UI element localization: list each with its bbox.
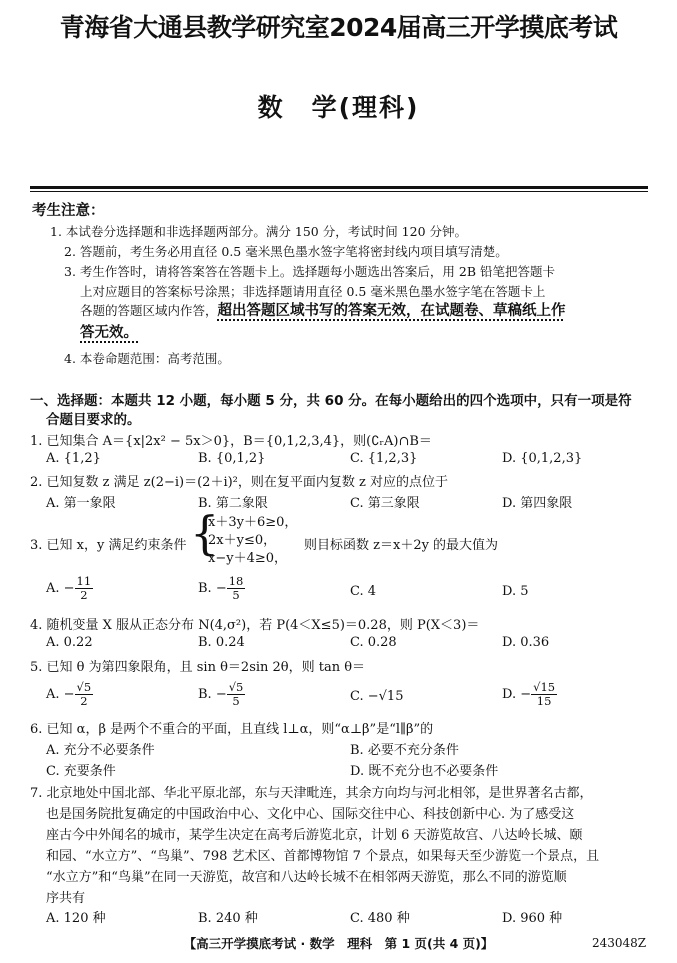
numerator: √5 [228, 680, 244, 694]
question-4-option-c: C. 0.28 [350, 635, 397, 650]
question-7-line-6: 序共有 [46, 891, 86, 906]
notice-item-3-line-2: 上对应题目的答案标号涂黑；非选择题请用直径 0.5 毫米黑色墨水签字笔在答题卡上 [80, 284, 546, 299]
question-1-option-b: B. {0,1,2} [198, 451, 266, 466]
notice-item-3-emphasis-end: 答无效。 [80, 325, 138, 341]
question-7-line-2: 也是国务院批复确定的中国政治中心、文化中心、国际交往中心、科技创新中心. 为了感受这 [46, 807, 575, 822]
notice-item-1: 1. 本试卷分选择题和非选择题两部分。满分 150 分，考试时间 120 分钟。 [50, 224, 468, 239]
fraction [227, 575, 246, 602]
question-2-option-a: A. 第一象限 [46, 496, 116, 511]
notice-item-2: 2. 答题前，考生务必用直径 0.5 毫米黑色墨水签字笔将密封线内项目填写清楚。 [64, 244, 508, 259]
question-7-line-4: 和园、“水立方”、“鸟巢”、798 艺术区、首都博物馆 7 个景点，如果每天至少游览一个景点，且 [46, 849, 600, 864]
question-7-option-d: D. 960 种 [502, 911, 563, 926]
question-1-option-d: D. {0,1,2,3} [502, 451, 583, 466]
notice-heading: 考生注意： [32, 203, 105, 219]
page-footer: 【高三开学摸底考试 · 数学 理科 第 1 页(共 4 页)】 [183, 936, 494, 951]
header-divider-thin [30, 191, 648, 192]
question-3-stem-pre: 3. 已知 x，y 满足约束条件 [30, 538, 187, 553]
option-b-prefix: B. − [198, 687, 227, 702]
question-6-option-b: B. 必要不充分条件 [350, 743, 459, 758]
numerator: 18 [228, 574, 244, 588]
question-6-stem: 6. 已知 α，β 是两个不重合的平面，且直线 l⊥α，则“α⊥β”是“l∥β”的 [30, 722, 434, 737]
notice-item-3-line-3 [80, 299, 566, 320]
notice-item-3-plain: 各题的答题区域内作答， [80, 303, 218, 318]
fraction [75, 575, 94, 602]
notice-item-3-line-1: 3. 考生作答时，请将答案答在答题卡上。选择题每小题选出答案后，用 2B 铅笔把答题卡 [64, 264, 555, 279]
brace-glyph: { [190, 506, 220, 560]
denominator: 5 [232, 694, 240, 708]
question-3-option-c: C. 4 [350, 584, 377, 599]
constraint-system [208, 514, 297, 568]
question-6-option-a: A. 充分不必要条件 [46, 743, 155, 758]
question-7-option-c: C. 480 种 [350, 911, 410, 926]
question-5-stem: 5. 已知 θ 为第四象限角，且 sin θ＝2sin 2θ，则 tan θ＝ [30, 660, 366, 675]
question-5-option-b [198, 681, 245, 708]
question-2-option-d: D. 第四象限 [502, 496, 573, 511]
exam-title: 青海省大通县教学研究室2024届高三开学摸底考试 [59, 13, 618, 42]
section-heading: 一、选择题：本题共 12 小题，每小题 5 分，共 60 分。在每小题给出的四个选项中，只有一项是符 [30, 393, 632, 409]
fraction [75, 681, 94, 708]
header-divider-thick [30, 186, 648, 189]
question-3-stem-post: 则目标函数 z＝x＋2y 的最大值为 [304, 538, 499, 553]
fraction [227, 681, 246, 708]
question-2-option-b: B. 第二象限 [198, 496, 268, 511]
numerator: √5 [76, 680, 92, 694]
question-7-option-b: B. 240 种 [198, 911, 258, 926]
question-4-option-a: A. 0.22 [46, 635, 93, 650]
question-5-option-d [502, 681, 557, 708]
constraint-3: x−y＋4≥0， [208, 551, 288, 566]
question-4-option-d: D. 0.36 [502, 635, 550, 650]
question-6-option-d: D. 既不充分也不必要条件 [350, 764, 499, 779]
constraint-1: x＋3y＋6≥0， [208, 515, 298, 530]
paper-code: 243048Z [592, 936, 647, 950]
fraction [531, 681, 557, 708]
question-6-option-c: C. 充要条件 [46, 764, 116, 779]
question-1-option-c: C. {1,2,3} [350, 451, 418, 466]
question-4-option-b: B. 0.24 [198, 635, 245, 650]
notice-item-4: 4. 本卷命题范围：高考范围。 [64, 351, 230, 366]
question-1-option-a: A. {1,2} [46, 451, 101, 466]
subject-title: 数 学(理科) [257, 93, 420, 122]
denominator: 15 [536, 694, 552, 708]
question-5-option-a [46, 681, 93, 708]
section-heading-cont: 合题目要求的。 [46, 412, 141, 428]
constraint-2: 2x＋y≤0， [208, 533, 277, 548]
question-7-option-a: A. 120 种 [46, 911, 106, 926]
question-7-line-5: “水立方”和“鸟巢”在同一天游览，故宫和八达岭长城不在相邻两天游览，那么不同的游览顺 [46, 870, 567, 885]
question-2-option-c: C. 第三象限 [350, 496, 420, 511]
question-3-option-d: D. 5 [502, 584, 529, 599]
notice-item-3-emphasis: 超出答题区域书写的答案无效，在试题卷、草稿纸上作 [217, 303, 566, 319]
denominator: 2 [80, 694, 88, 708]
question-3-option-b [198, 575, 245, 602]
question-2-stem: 2. 已知复数 z 满足 z(2−i)＝(2＋i)²，则在复平面内复数 z 对应的点位于 [30, 475, 448, 490]
denominator: 5 [232, 588, 240, 602]
denominator: 2 [80, 588, 88, 602]
option-b-prefix: B. − [198, 581, 227, 596]
option-d-prefix: D. − [502, 687, 532, 702]
question-7-line-1: 7. 北京地处中国北部、华北平原北部，东与天津毗连，其余方向均与河北相邻，是世界著名古都， [30, 786, 593, 801]
question-4-stem: 4. 随机变量 X 服从正态分布 N(4,σ²)，若 P(4＜X≤5)＝0.28，则 P(X＜3)＝ [30, 618, 480, 633]
option-a-prefix: A. − [46, 581, 75, 596]
question-5-option-c: C. −√15 [350, 689, 404, 704]
numerator: 11 [76, 574, 92, 588]
option-a-prefix: A. − [46, 687, 75, 702]
question-7-line-3: 座古今中外闻名的城市，某学生决定在高考后游览北京，计划 6 天游览故宫、八达岭长城、颐 [46, 828, 583, 843]
question-3-option-a [46, 575, 93, 602]
numerator: √15 [533, 680, 556, 694]
question-1-stem: 1. 已知集合 A＝{x|2x² − 5x＞0}，B＝{0,1,2,3,4}，则(∁ᵣA)∩B＝ [30, 434, 432, 449]
